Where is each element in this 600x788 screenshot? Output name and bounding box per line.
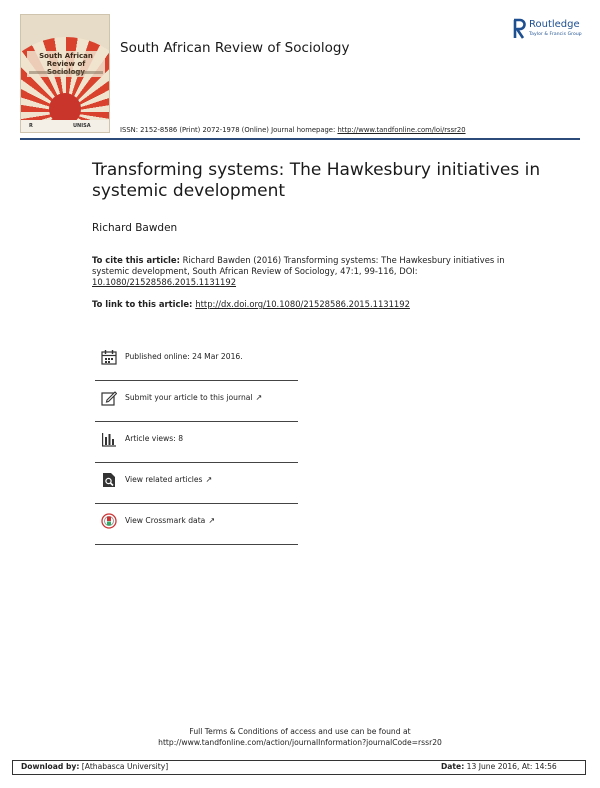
search-document-icon: [101, 472, 117, 488]
citation-block: [92, 255, 512, 288]
crossmark-link[interactable]: [95, 504, 298, 545]
terms-url[interactable]: http://www.tandfonline.com/action/journalInformation?journalCode=rssr20: [158, 738, 442, 747]
link-label: To link to this article:: [92, 299, 196, 309]
download-info-bar: [12, 760, 586, 775]
journal-name: South African Review of Sociology: [120, 40, 350, 56]
article-author: Richard Bawden: [92, 222, 178, 234]
cover-subtitle-bar: [29, 71, 103, 74]
cover-logos: [21, 120, 109, 132]
link-block: [92, 299, 512, 309]
downloaded-by-value: [Athabasca University]: [79, 762, 169, 771]
issn-text: ISSN: 2152-8586 (Print) 2072-1978 (Online) Journal homepage:: [120, 126, 338, 134]
bar-chart-icon: [101, 431, 117, 447]
article-views-row: [95, 422, 298, 463]
date-value: 13 June 2016, At: 14:56: [464, 762, 557, 771]
cover-title: South African Review of: [27, 51, 105, 77]
article-title: Transforming systems: The Hawkesbury initiatives in systemic development: [92, 160, 541, 201]
publisher-logo: [512, 18, 592, 42]
related-articles-link[interactable]: [95, 463, 298, 504]
header-divider: [20, 138, 580, 140]
external-link-icon: ↗: [208, 516, 216, 525]
issn-line: [120, 126, 466, 134]
journal-homepage-link[interactable]: http://www.tandfonline.com/loi/rssr20: [337, 126, 466, 134]
external-link-icon: ↗: [255, 393, 263, 402]
crossmark-label: View Crossmark data: [125, 516, 206, 525]
journal-cover: [20, 14, 110, 133]
related-articles-label: View related articles: [125, 475, 203, 484]
article-link[interactable]: http://dx.doi.org/10.1080/21528586.2015.1131192: [195, 299, 410, 309]
routledge-r-icon: [512, 18, 526, 40]
edit-icon: [101, 390, 117, 406]
submit-article-link[interactable]: [95, 381, 298, 422]
cover-logo-right: UNISA: [73, 123, 91, 129]
submit-article-label: Submit your article to this journal: [125, 393, 253, 402]
publisher-tagline: Taylor & Francis Group: [529, 32, 582, 37]
external-link-icon: ↗: [205, 475, 213, 484]
downloaded-by-label: Download by:: [21, 762, 80, 771]
crossmark-icon: [101, 513, 117, 529]
date-label: Date:: [441, 762, 465, 771]
cite-text: Richard Bawden (2016) Transforming systems: The Hawkesbury initiatives in systemic development, South African Review of Sociology, 47:1, 99-116, DOI:: [92, 255, 505, 276]
terms-notice: [0, 726, 600, 748]
calendar-icon: [101, 349, 117, 365]
cover-logo-left: R: [29, 123, 33, 129]
cite-label: To cite this article:: [92, 255, 180, 265]
publisher-name: Routledge: [529, 19, 580, 30]
article-views-label: Article views: 8: [125, 434, 184, 443]
doi-link[interactable]: 10.1080/21528586.2015.1131192: [92, 277, 237, 287]
article-actions: [95, 340, 298, 545]
terms-line-1: Full Terms & Conditions of access and use can be found at: [189, 727, 411, 736]
published-online-row: [95, 340, 298, 381]
published-online-label: Published online: 24 Mar 2016.: [125, 352, 243, 361]
